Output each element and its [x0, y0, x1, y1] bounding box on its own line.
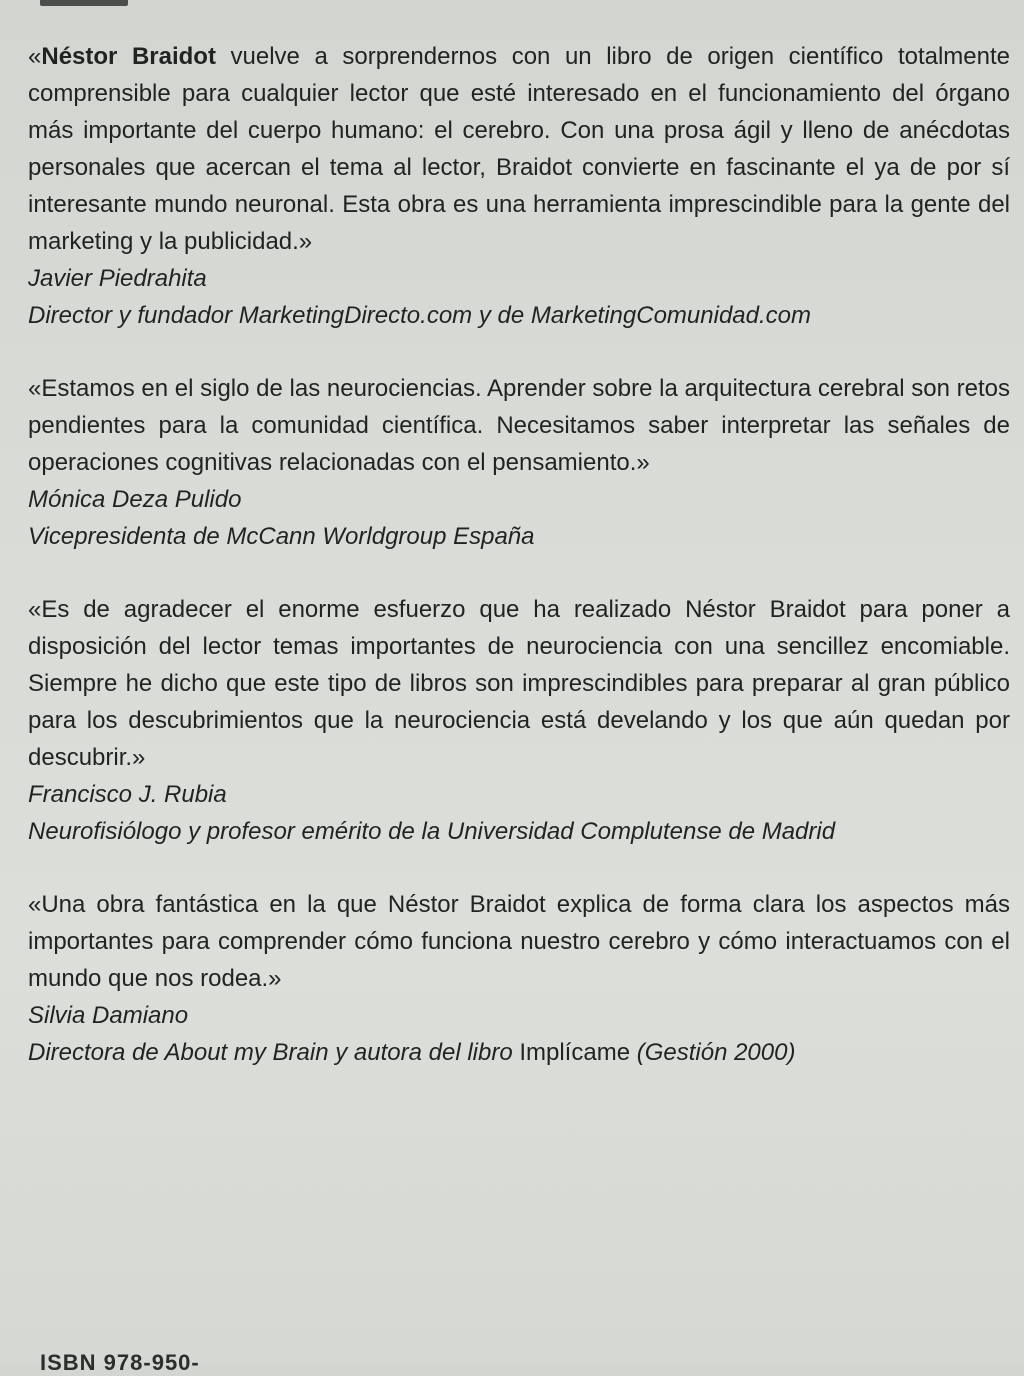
blurb-author-role: Director y fundador MarketingDirecto.com y de MarketingComunidad.com [28, 302, 811, 329]
blurb-quote: «Estamos en el siglo de las neurociencias. Aprender sobre la arquitectura cerebral son retos pendientes para la comunidad científica. Necesitamos saber interpretar las señales de operaciones cognitivas relacionadas con el pensamiento.» [28, 375, 1010, 476]
blurb-deza [28, 370, 1010, 555]
blurb-damiano [28, 886, 1010, 1071]
blurb-rubia [28, 591, 1010, 850]
top-edge-strip [40, 0, 128, 6]
blurb-author-role [28, 1034, 1010, 1071]
blurb-piedrahita [28, 38, 1010, 334]
author-name-bold: Néstor Braidot [41, 43, 216, 70]
isbn-number: ISBN 978-950- [40, 1350, 200, 1375]
role-prefix: Directora de About my Brain y autora del libro [28, 1039, 520, 1066]
blurb-author: Francisco J. Rubia [28, 781, 227, 808]
blurb-author-role: Vicepresidenta de McCann Worldgroup España [28, 523, 535, 550]
quote-body: vuelve a sorprendernos con un libro de origen científico totalmente comprensible para cualquier lector que esté interesado en el funcionamiento del órgano más importante del cuerpo humano: el cerebro. Con una prosa ágil y lleno de anécdotas personales que acercan el tema al lector, Braidot convierte en fascinante el ya de por sí interesante mundo neuronal. Esta obra es una herramienta imprescindible para la gente del marketing y la publicidad.» [28, 43, 1011, 255]
blurb-quote: «Es de agradecer el enorme esfuerzo que ha realizado Néstor Braidot para poner a disposición del lector temas importantes de neurociencia con una sencillez encomiable. Siempre he dicho que este tipo de libros son imprescindibles para preparar al gran público para los descubrimientos que la neurociencia está develando y los que aún quedan por descubrir.» [28, 596, 1010, 771]
blurb-quote: «Una obra fantástica en la que Néstor Braidot explica de forma clara los aspectos más importantes para comprender cómo funciona nuestro cerebro y cómo interactuamos con el mundo que nos rodea.» [28, 891, 1010, 992]
blurb-author: Javier Piedrahita [28, 265, 207, 292]
blurb-quote [28, 38, 1010, 260]
blurb-author: Mónica Deza Pulido [28, 486, 242, 513]
quote-open-mark: « [28, 43, 42, 70]
role-suffix: (Gestión 2000) [630, 1039, 796, 1066]
book-title: Implícame [519, 1039, 631, 1066]
blurb-author-role: Neurofisiólogo y profesor emérito de la Universidad Complutense de Madrid [28, 818, 836, 845]
blurb-author: Silvia Damiano [28, 1002, 189, 1029]
back-cover-text [28, 38, 1010, 1107]
